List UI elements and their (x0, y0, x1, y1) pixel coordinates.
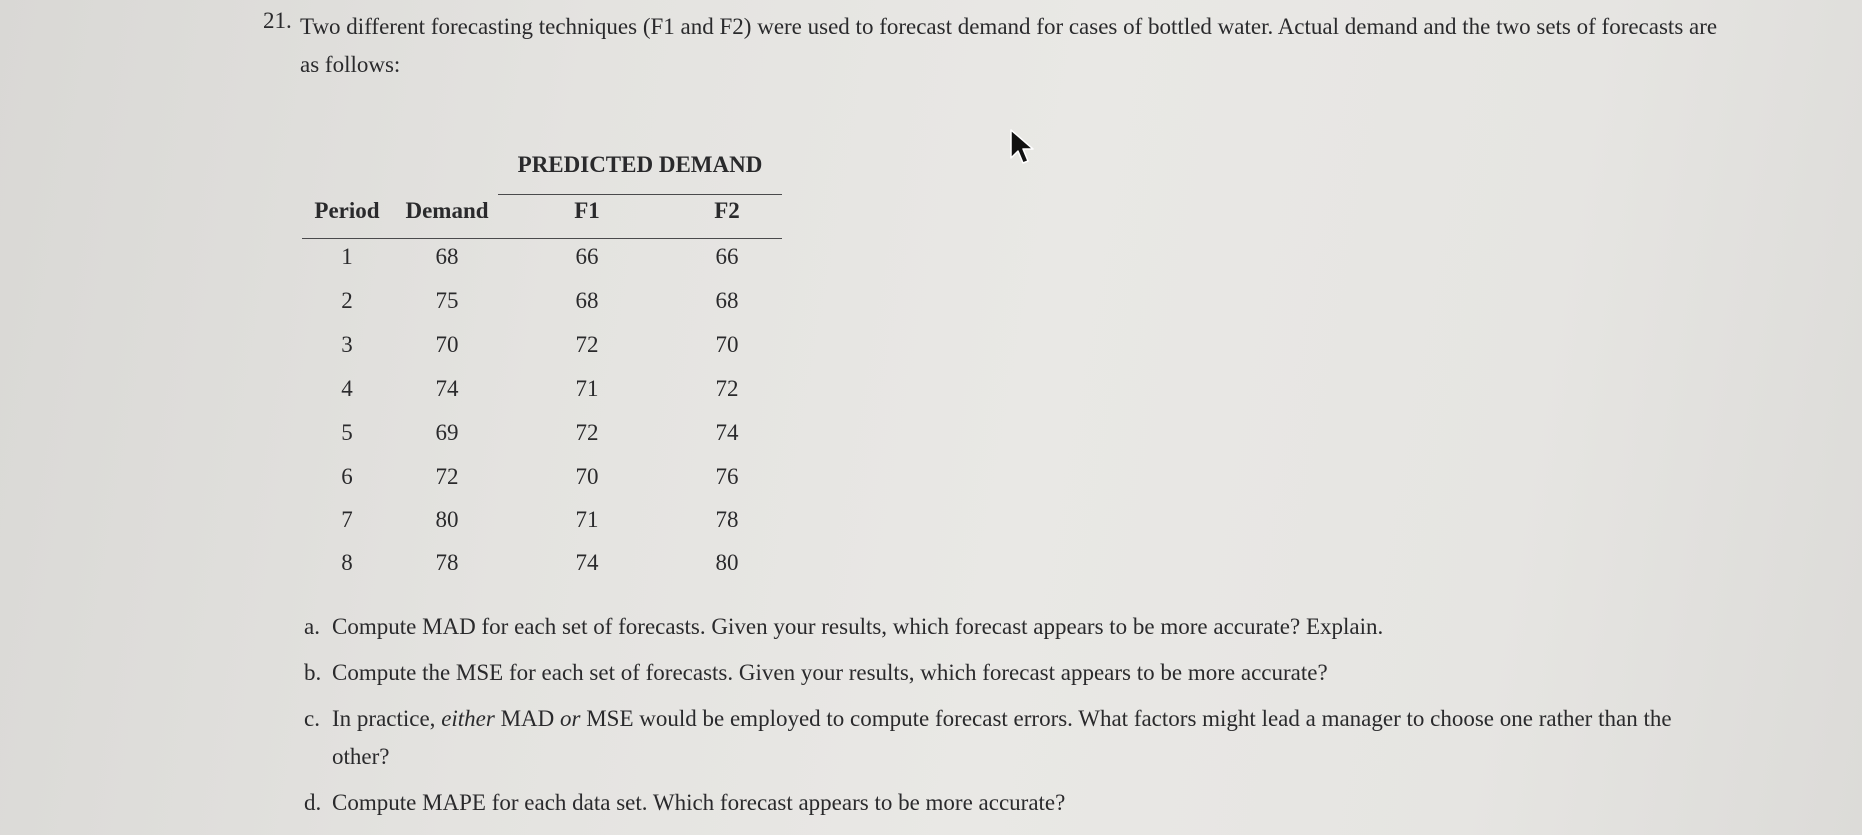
demand-cell: 75 (435, 288, 459, 313)
demand-cell: 80 (435, 507, 459, 532)
part-text-after: MSE would be employed to compute forecast errors. What factors might lead a manager to choose one rather than the other? (332, 706, 1672, 769)
part-b (300, 654, 1730, 692)
column-header-period: Period (314, 198, 380, 223)
part-label: d. (304, 790, 322, 815)
table-row (302, 507, 782, 543)
part-text-mid: MAD (494, 706, 561, 731)
part-text: Compute MAD for each set of forecasts. Given your results, which forecast appears to be more accurate? Explain. (332, 614, 1384, 639)
table-row (302, 550, 782, 586)
table-row (302, 420, 782, 456)
demand-cell: 68 (435, 244, 459, 269)
column-header-f1: F1 (574, 198, 600, 223)
period-cell: 3 (341, 332, 353, 357)
part-label: b. (304, 660, 322, 685)
part-text: Compute MAPE for each data set. Which forecast appears to be more accurate? (332, 790, 1066, 815)
part-d (300, 784, 1730, 822)
f1-cell: 72 (575, 332, 599, 357)
period-cell: 1 (341, 244, 353, 269)
f2-cell: 80 (715, 550, 739, 575)
f1-cell: 74 (575, 550, 599, 575)
f2-cell: 68 (715, 288, 739, 313)
f2-cell: 72 (715, 376, 739, 401)
demand-cell: 74 (435, 376, 459, 401)
f1-cell: 71 (575, 376, 599, 401)
f2-cell: 74 (715, 420, 739, 445)
f2-cell: 70 (715, 332, 739, 357)
f1-cell: 72 (575, 420, 599, 445)
demand-cell: 72 (435, 464, 459, 489)
question-intro: Two different forecasting techniques (F1 and F2) were used to forecast demand for cases of bottled water. Actual demand and the two sets of forecasts are as follows: (300, 14, 1718, 77)
table-row (302, 464, 782, 500)
f2-cell: 66 (715, 244, 739, 269)
f1-cell: 71 (575, 507, 599, 532)
period-cell: 5 (341, 420, 353, 445)
f1-cell: 68 (575, 288, 599, 313)
part-c (300, 700, 1730, 776)
f1-cell: 70 (575, 464, 599, 489)
f1-cell: 66 (575, 244, 599, 269)
table-row (302, 376, 782, 412)
group-header-rule (498, 194, 782, 195)
part-text-before: In practice, (332, 706, 442, 731)
demand-cell: 70 (435, 332, 459, 357)
table-row (302, 332, 782, 368)
part-emphasis-or: or (560, 706, 581, 731)
table-row (302, 288, 782, 324)
predicted-demand-header: PREDICTED DEMAND (517, 152, 763, 177)
column-header-rule (302, 238, 782, 239)
period-cell: 4 (341, 376, 353, 401)
f2-cell: 78 (715, 507, 739, 532)
forecast-table (302, 148, 782, 588)
part-label: c. (304, 706, 320, 731)
question-number: 21. (263, 8, 292, 33)
demand-cell: 78 (435, 550, 459, 575)
demand-cell: 69 (435, 420, 459, 445)
column-header-demand: Demand (405, 198, 489, 223)
question-parts (300, 608, 1730, 830)
mouse-pointer-icon (1008, 128, 1036, 168)
period-cell: 6 (341, 464, 353, 489)
period-cell: 7 (341, 507, 353, 532)
period-cell: 8 (341, 550, 353, 575)
part-emphasis-either: either (441, 706, 495, 731)
column-header-f2: F2 (714, 198, 740, 223)
part-label: a. (304, 614, 320, 639)
part-a (300, 608, 1730, 646)
part-text: Compute the MSE for each set of forecasts. Given your results, which forecast appears to be more accurate? (332, 660, 1328, 685)
period-cell: 2 (341, 288, 353, 313)
f2-cell: 76 (715, 464, 739, 489)
table-row (302, 244, 782, 280)
